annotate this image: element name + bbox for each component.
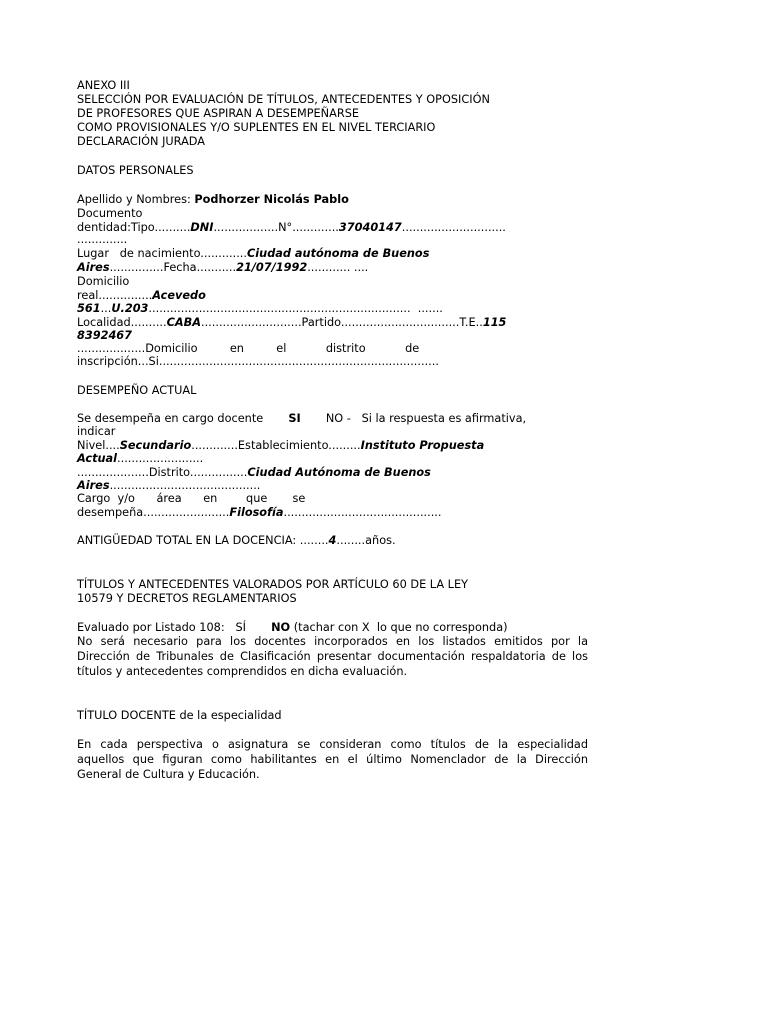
document-type: DNI xyxy=(190,221,214,234)
district-tail: .......................................... xyxy=(109,479,261,492)
specialty-text-2: aquellos que figuran como habilitantes en el último Nomenclador de la Dirección xyxy=(77,753,588,766)
partido-label: ............................Partido.................................T.E.. xyxy=(200,316,483,329)
district-line xyxy=(77,466,431,480)
titles-note-3: títulos y antecedentes comprendidos en dicha evaluación. xyxy=(77,665,408,678)
indicate-label: indicar xyxy=(77,425,116,438)
document-number: 37040147 xyxy=(338,221,402,234)
document-line xyxy=(77,221,506,235)
address-tail: ......................................................................... ....... xyxy=(148,302,443,315)
district-value-cont: Aires xyxy=(77,479,110,492)
locality-line xyxy=(77,316,506,330)
establishment-value: Instituto Propuesta xyxy=(360,439,485,452)
evaluated-note: (tachar con X lo que no corresponda) xyxy=(290,621,508,634)
seniority-tail: ........años. xyxy=(336,534,396,547)
level-line xyxy=(77,439,484,453)
specialty-heading: TÍTULO DOCENTE de la especialidad xyxy=(77,709,282,722)
phone-value: 115 xyxy=(482,316,507,329)
establishment-label: .............Establecimiento......... xyxy=(191,439,361,452)
specialty-text-1: En cada perspectiva o asignatura se consideran como títulos de la especialidad xyxy=(77,738,588,751)
title-line-1: SELECCIÓN POR EVALUACIÓN DE TÍTULOS, ANTECEDENTES Y OPOSICIÓN xyxy=(77,93,490,106)
teaching-label: Se desempeña en cargo docente xyxy=(77,412,289,425)
birth-tail: ............ .... xyxy=(307,261,369,274)
locality-value: CABA xyxy=(166,316,201,329)
title-line-2: DE PROFESORES QUE ASPIRAN A DESEMPEÑARSE xyxy=(77,107,360,120)
personal-heading: DATOS PERSONALES xyxy=(77,164,194,177)
establishment-value-cont: Actual xyxy=(77,452,118,465)
birth-label: Lugar de nacimiento............. xyxy=(77,247,247,260)
name-line xyxy=(77,193,349,207)
evaluated-label: Evaluado por Listado 108: SÍ xyxy=(77,621,272,634)
annex-label: ANEXO III xyxy=(77,79,130,92)
birth-date: 21/07/1992 xyxy=(236,261,308,274)
title-line-3: COMO PROVISIONALES Y/O SUPLENTES EN EL NIVEL TERCIARIO xyxy=(77,121,436,134)
seniority-label: ANTIGÜEDAD TOTAL EN LA DOCENCIA: ........ xyxy=(77,534,329,547)
document-tail-line: .............. xyxy=(77,233,128,246)
area-label-cont: desempeña........................ xyxy=(77,506,230,519)
phone-value-cont: 8392467 xyxy=(77,329,133,342)
address-line xyxy=(77,289,206,303)
address-number: 561 xyxy=(77,302,101,315)
district-inscription: inscripción...Si.............................................................................. xyxy=(77,355,439,368)
evaluated-line xyxy=(77,621,508,635)
establishment-line-2 xyxy=(77,452,203,466)
seniority-value: 4 xyxy=(328,534,337,547)
specialty-text-3: General de Cultura y Educación. xyxy=(77,768,260,781)
address-unit: U.203 xyxy=(111,302,149,315)
district-label: ....................Distrito................ xyxy=(77,466,248,479)
document-number-label: ..................N°............. xyxy=(213,221,339,234)
teaching-line xyxy=(77,412,526,426)
titles-note-1: No será necesario para los docentes incorporados en los listados emitidos por la xyxy=(77,635,588,648)
birth-date-label: ...............Fecha........... xyxy=(109,261,237,274)
birth-place: Ciudad autónoma de Buenos xyxy=(247,247,430,260)
birth-line-2 xyxy=(77,261,368,275)
area-label: Cargo y/o área en que se xyxy=(77,492,306,505)
titles-heading-2: 10579 Y DECRETOS REGLAMENTARIOS xyxy=(77,592,297,605)
level-label: Nivel.... xyxy=(77,439,120,452)
phone-line xyxy=(77,329,132,343)
name-value: Podhorzer Nicolás Pablo xyxy=(194,193,349,206)
titles-note-2: Dirección de Tribunales de Clasificación presentar documentación respaldatoria de los xyxy=(77,650,588,663)
title-line-4: DECLARACIÓN JURADA xyxy=(77,135,206,148)
teaching-no: NO - Si la respuesta es afirmativa, xyxy=(300,412,527,425)
district-value: Ciudad Autónoma de Buenos xyxy=(247,466,431,479)
address-line-2 xyxy=(77,302,443,316)
area-line xyxy=(77,506,442,520)
district-line-2 xyxy=(77,479,260,493)
birth-line xyxy=(77,247,429,261)
teaching-yes: SI xyxy=(288,412,301,425)
document-label: Documento xyxy=(77,207,143,220)
address-real-label: real............... xyxy=(77,289,153,302)
address-street: Acevedo xyxy=(152,289,206,302)
district-prefix: ...................Domicilio en el distrito de xyxy=(77,342,420,355)
area-tail: ............................................ xyxy=(283,506,442,519)
name-label: Apellido y Nombres: xyxy=(77,193,195,206)
document-tail: ............................. xyxy=(401,221,506,234)
evaluated-value: NO xyxy=(271,621,291,634)
birth-place-cont: Aires xyxy=(77,261,110,274)
area-value: Filosofía xyxy=(229,506,284,519)
address-sep: ... xyxy=(100,302,112,315)
titles-heading-1: TÍTULOS Y ANTECEDENTES VALORADOS POR ARTÍCULO 60 DE LA LEY xyxy=(77,578,469,591)
locality-label: Localidad.......... xyxy=(77,316,167,329)
seniority-line xyxy=(77,534,396,548)
establishment-tail: ........................ xyxy=(117,452,204,465)
document-type-label: dentidad:Tipo.......... xyxy=(77,221,191,234)
level-value: Secundario xyxy=(119,439,192,452)
address-label: Domicilio xyxy=(77,275,130,288)
current-heading: DESEMPEÑO ACTUAL xyxy=(77,384,197,397)
